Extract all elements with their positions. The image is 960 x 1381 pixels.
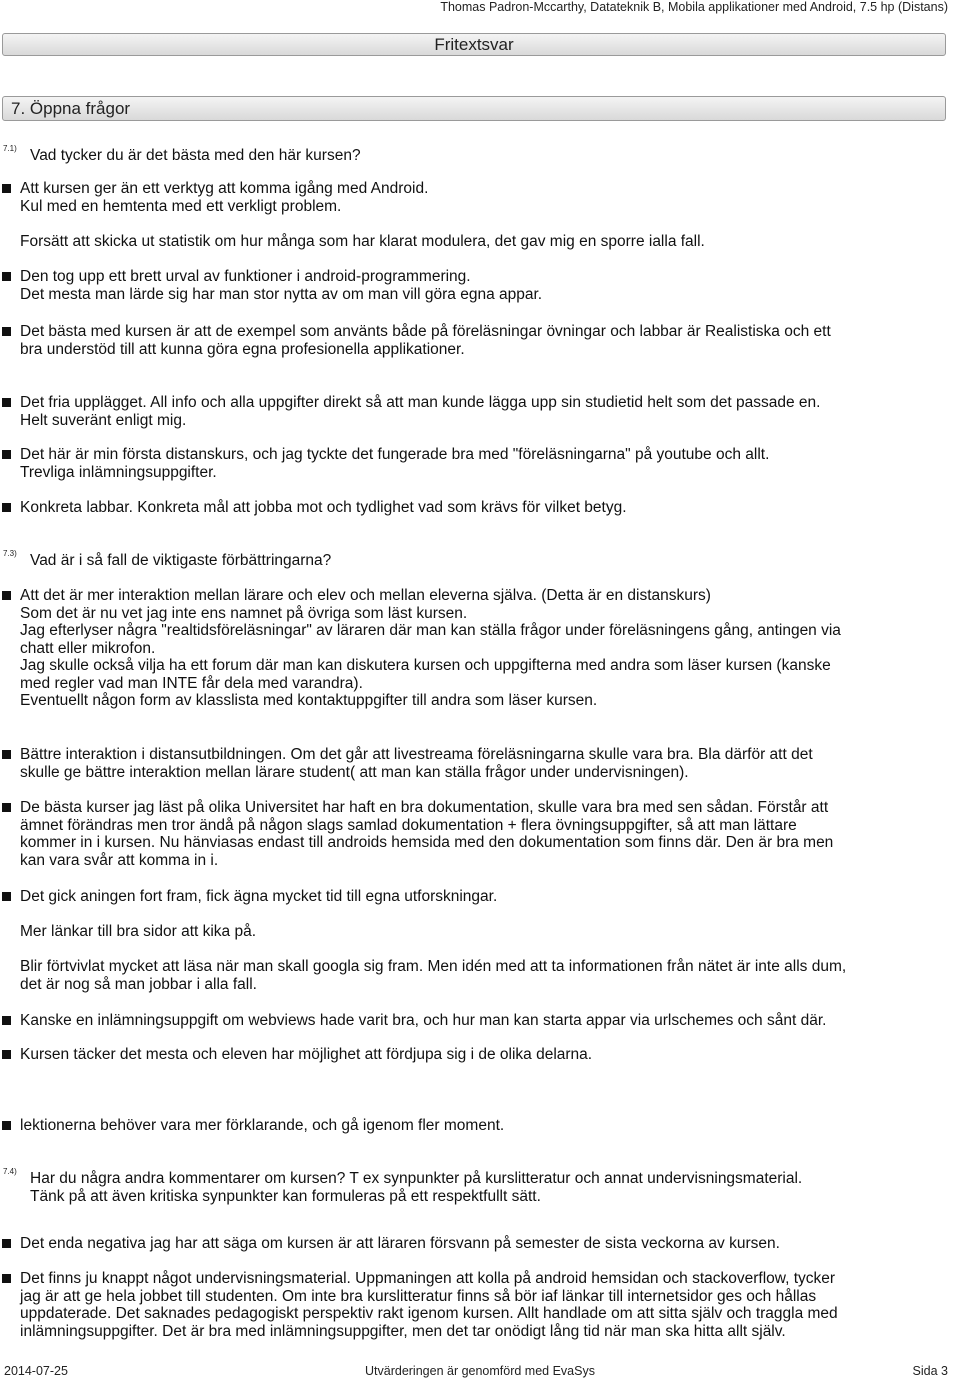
- answer-text: Konkreta labbar. Konkreta mål att jobba mot och tydlighet vad som krävs för vilket betyg.: [20, 499, 627, 516]
- answer-text: Det bästa med kursen är att de exempel som använts både på föreläsningar övningar och labbar är Realistiska och ett bra understöd till att kunna göra egna profesionella applikationer.: [20, 323, 831, 358]
- answer-text: Kanske en inlämningsuppgift om webviews hade varit bra, och hur man kan starta appar via urlschemes och sånt där.: [20, 1012, 827, 1029]
- bullet-square-icon: [2, 1121, 11, 1130]
- question-text: Vad är i så fall de viktigaste förbättringarna?: [30, 552, 332, 569]
- answer-text: Kursen täcker det mesta och eleven har möjlighet att fördjupa sig i de olika delarna.: [20, 1046, 593, 1063]
- answer-text: lektionerna behöver vara mer förklarande, och gå igenom fler moment.: [20, 1117, 505, 1134]
- footer-date: 2014-07-25: [4, 1364, 68, 1378]
- question-number: 7.3): [3, 549, 17, 558]
- bullet-square-icon: [2, 398, 11, 407]
- answer-text: Det finns ju knappt något undervisningsmaterial. Uppmaningen att kolla på android hemsidan och stackoverflow, tycker jag är att ge hela jobbet till studenten. Om inte bra kurslitteratur finns så bör iaf länkar till internetsidor ges och hållas uppdaterade. Det saknades pedagogiskt perspektiv rakt igenom kursen. Allt handlade om att sitta själv och traggla med inlämningsuppgifter. Det är bra med inlämningsuppgifter, men det tar onödigt lång tid när man ska hitta allt själv.: [20, 1270, 838, 1340]
- answer-text: Det fria upplägget. All info och alla uppgifter direkt så att man kunde lägga upp sin studietid helt som det passade en. Helt suveränt enligt mig.: [20, 394, 821, 429]
- bullet-square-icon: [2, 1274, 11, 1283]
- answer-text: Det här är min första distanskurs, och jag tyckte det fungerade bra med "föreläsningarna" på youtube och allt. Trevliga inlämningsuppgifter.: [20, 446, 770, 481]
- document-header: Thomas Padron-Mccarthy, Datateknik B, Mobila applikationer med Android, 7.5 hp (Distans): [440, 0, 948, 14]
- bullet-square-icon: [2, 1016, 11, 1025]
- bullet-square-icon: [2, 591, 11, 600]
- answer-text: Att kursen ger än ett verktyg att komma igång med Android. Kul med en hemtenta med ett verkligt problem. Forsätt att skicka ut statistik om hur många som har klarat modulera, det gav mig en sporre ialla fall.: [20, 180, 705, 250]
- fritext-section-bar: Fritextsvar: [2, 33, 946, 56]
- answer-text: Det enda negativa jag har att säga om kursen är att läraren försvann på semester de sista veckorna av kursen.: [20, 1235, 780, 1252]
- question-number: 7.4): [3, 1167, 17, 1176]
- answer-text: Bättre interaktion i distansutbildningen. Om det går att livestreama föreläsningarna skulle vara bra. Bla därför att det skulle ge bättre interaktion mellan lärare student( att man kan ställa frågor under undervisningen).: [20, 746, 813, 781]
- answer-text: De bästa kurser jag läst på olika Universitet har haft en bra dokumentation, skulle vara bra med sen sådan. Förstår att ämnet förändras men tror ändå på någon slags samlad dokumentation + flera övningsuppgifter, så att man lättare kommer in i kursen. Nu hänviasas endast till androids hemsida med den dokumentation som finns där. Den är bra men kan vara svår att komma in i.: [20, 799, 834, 869]
- answer-text: Den tog upp ett brett urval av funktioner i android-programmering. Det mesta man lärde sig har man stor nytta av om man vill göra egna appar.: [20, 268, 543, 303]
- answer-text: Det gick aningen fort fram, fick ägna mycket tid till egna utforskningar. Mer länkar till bra sidor att kika på. Blir förtvivlat mycket att läsa när man skall googla sig fram. Men idén med att ta informationen från nätet är inte alls dum, det är nog så man jobbar i alla fall.: [20, 888, 847, 993]
- bullet-square-icon: [2, 750, 11, 759]
- bullet-square-icon: [2, 503, 11, 512]
- bullet-square-icon: [2, 892, 11, 901]
- bullet-square-icon: [2, 803, 11, 812]
- bullet-square-icon: [2, 450, 11, 459]
- question-text: Har du några andra kommentarer om kursen? T ex synpunkter på kurslitteratur och annat undervisningsmaterial. Tänk på att även kritiska synpunkter kan formuleras på ett respektfullt sätt.: [30, 1170, 803, 1205]
- bullet-square-icon: [2, 1050, 11, 1059]
- answer-text: Att det är mer interaktion mellan lärare och elev och mellan eleverna själva. (Detta är en distanskurs) Som det är nu vet jag inte ens namnet på övriga som läst kursen. Jag efterlyser några "realtidsföreläsningar" av läraren där man kan ställa frågor under föreläsningens gång, antingen via chatt eller mikrofon. Jag skulle också vilja ha ett forum där man kan diskutera kursen och uppgifterna med andra som läser kursen (kanske med regler vad man INTE får dela med varandra). Eventuellt någon form av klasslista med kontaktuppgifter till andra som läser kursen.: [20, 587, 841, 709]
- question-number: 7.1): [3, 144, 17, 153]
- bullet-square-icon: [2, 184, 11, 193]
- footer-evasys-note: Utvärderingen är genomförd med EvaSys: [365, 1364, 595, 1378]
- bullet-square-icon: [2, 272, 11, 281]
- open-questions-section-bar: 7. Öppna frågor: [2, 96, 946, 121]
- bullet-square-icon: [2, 327, 11, 336]
- bullet-square-icon: [2, 1239, 11, 1248]
- question-text: Vad tycker du är det bästa med den här kursen?: [30, 147, 361, 164]
- footer-page-number: Sida 3: [912, 1364, 948, 1378]
